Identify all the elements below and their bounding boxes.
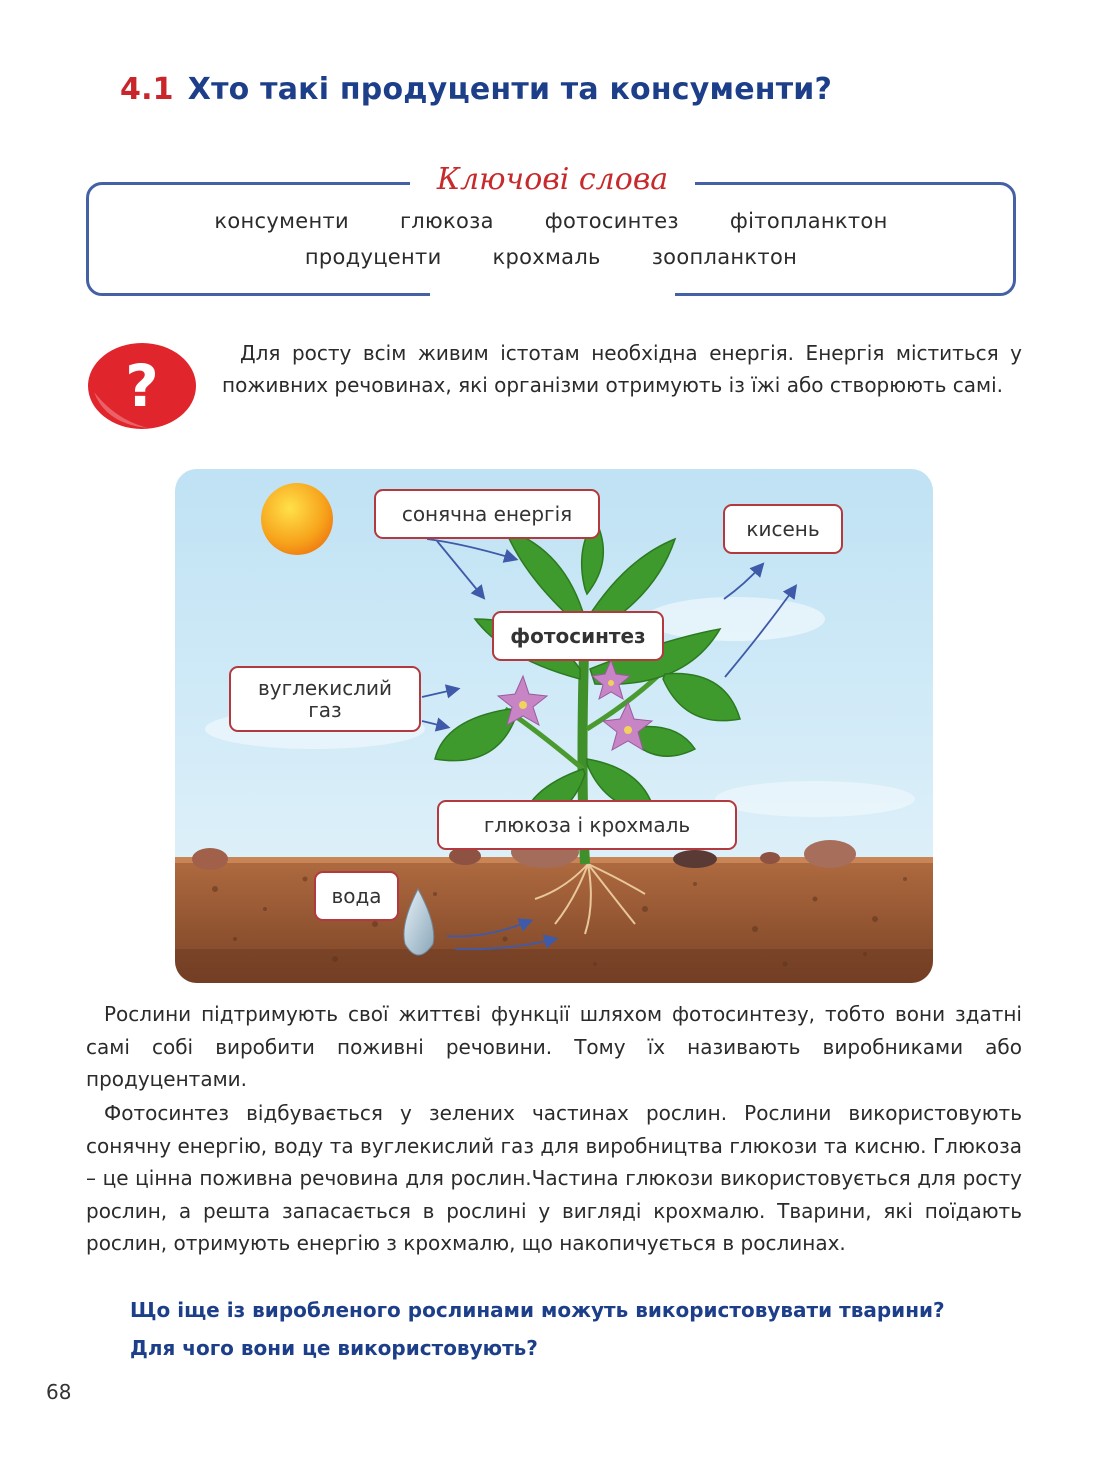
keywords-heading: Ключові слова: [410, 160, 695, 200]
question-1: Що іще із виробленого рослинами можуть використовувати тварини?: [130, 1298, 945, 1322]
keyword: продуценти: [304, 245, 442, 269]
label-oxygen: кисень: [723, 504, 843, 554]
question-mark-icon: [86, 340, 198, 436]
section-heading: [120, 72, 832, 107]
keyword: консументи: [214, 209, 349, 233]
keyword: зоопланктон: [651, 245, 798, 269]
keywords-box-gap: [430, 291, 675, 301]
keywords-row-1: [86, 209, 1016, 233]
page-number: 68: [46, 1380, 72, 1404]
keyword: глюкоза: [399, 209, 494, 233]
label-co2: вуглекислий газ: [229, 666, 421, 732]
label-water: вода: [314, 871, 399, 921]
keyword: фотосинтез: [544, 209, 679, 233]
section-title: Хто такі продуценти та консументи?: [187, 72, 833, 107]
question-2: Для чого вони це використовують?: [130, 1336, 538, 1360]
keyword: фітопланктон: [729, 209, 888, 233]
section-number: 4.1: [120, 72, 174, 107]
keywords-row-2: [86, 245, 1016, 269]
photosynthesis-illustration: [175, 469, 933, 983]
paragraph-photosynthesis: Фотосинтез відбувається у зелених частинах рослин. Рослини використовують сонячну енергію, воду та вуглекислий газ для виробництва глюкози та кисню. Глюкоза – це цінна поживна речовина для рослин.Частина глюкози використовується для росту рослин, а решта запасається в рослині у вигляді крохмалю. Тварини, які поїдають рослин, отримують енергію з крохмалю, що накопичується в рослинах.: [86, 1101, 1022, 1255]
label-sun-energy: сонячна енергія: [374, 489, 600, 539]
svg-text:?: ?: [125, 352, 159, 420]
intro-text: Для росту всім живим істотам необхідна енергія. Енергія міститься у поживних речовинах, які організми отримують із їжі або створюють самі.: [222, 341, 1022, 397]
label-glucose-starch: глюкоза і крохмаль: [437, 800, 737, 850]
keyword: крохмаль: [492, 245, 601, 269]
label-photosynthesis: фотосинтез: [492, 611, 664, 661]
paragraph-producers: Рослини підтримують свої життєві функції шляхом фотосинтезу, тобто вони здатні самі собі виробити поживні речовини. Тому їх називають виробниками або продуцентами.: [86, 1002, 1022, 1091]
